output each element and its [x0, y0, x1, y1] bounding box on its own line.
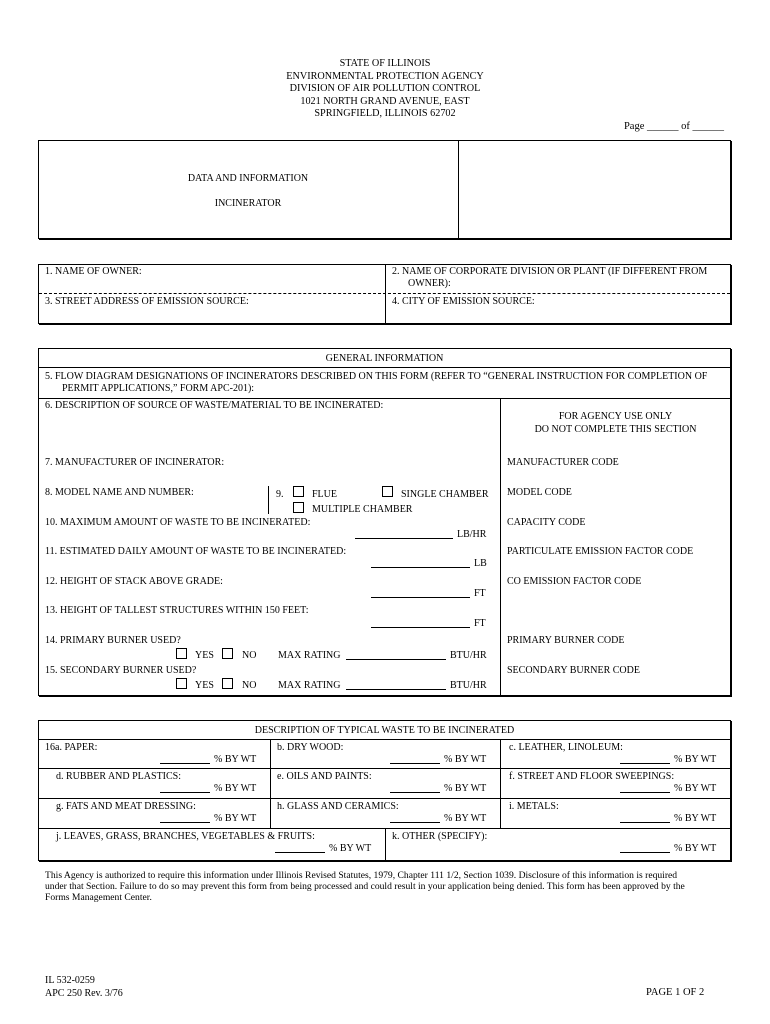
notice-line-2: under that Section. Failure to do so may prevent this form from being processed and could result in your application being denied. This form has been approved by the: [45, 881, 685, 892]
fats-input[interactable]: [160, 813, 210, 823]
model-field[interactable]: 8. MODEL NAME AND NUMBER:: [45, 487, 194, 498]
rubber-label: d. RUBBER AND PLASTICS:: [56, 771, 182, 782]
single-chamber-label: SINGLE CHAMBER: [401, 489, 489, 500]
primary-yes-label: YES: [195, 650, 214, 661]
header-line-1: STATE OF ILLINOIS: [339, 58, 431, 69]
primary-yes-checkbox[interactable]: [176, 648, 187, 659]
waste-title-divider: [39, 739, 730, 740]
structure-height-input[interactable]: [371, 618, 470, 628]
rubber-input[interactable]: [160, 783, 210, 793]
chamber-type-number: 9.: [276, 489, 284, 500]
owner-name-field[interactable]: 1. NAME OF OWNER:: [45, 266, 142, 277]
manufacturer-field[interactable]: 7. MANUFACTURER OF INCINERATOR:: [45, 457, 225, 468]
title-box-divider: [458, 140, 459, 238]
flue-label: FLUE: [312, 489, 337, 500]
particulate-code: PARTICULATE EMISSION FACTOR CODE: [507, 546, 694, 557]
header-line-5: SPRINGFIELD, ILLINOIS 62702: [314, 108, 456, 119]
daily-waste-input[interactable]: [371, 558, 470, 568]
primary-max-rating-input[interactable]: [346, 650, 446, 660]
oils-input[interactable]: [390, 783, 440, 793]
secondary-yes-checkbox[interactable]: [176, 678, 187, 689]
max-waste-unit: LB/HR: [457, 529, 487, 540]
page-of-field[interactable]: Page ______ of ______: [623, 121, 724, 132]
primary-burner-field: 14. PRIMARY BURNER USED?: [45, 635, 181, 646]
single-chamber-checkbox[interactable]: [382, 486, 393, 497]
secondary-yes-label: YES: [195, 680, 214, 691]
primary-no-checkbox[interactable]: [222, 648, 233, 659]
metals-unit: % BY WT: [674, 813, 717, 824]
other-unit: % BY WT: [674, 843, 717, 854]
glass-input[interactable]: [390, 813, 440, 823]
general-title-divider: [39, 367, 730, 368]
stack-height-input[interactable]: [371, 588, 470, 598]
waste-row-divider-1: [39, 768, 730, 769]
do-not-complete: DO NOT COMPLETE THIS SECTION: [534, 424, 697, 435]
oils-label: e. OILS AND PAINTS:: [277, 771, 372, 782]
header-line-4: 1021 NORTH GRAND AVENUE, EAST: [300, 95, 470, 107]
agency-use-only: FOR AGENCY USE ONLY: [558, 411, 673, 422]
max-waste-input[interactable]: [355, 529, 453, 539]
notice-line-3: Forms Management Center.: [45, 892, 152, 903]
leaves-unit: % BY WT: [329, 843, 372, 854]
sweepings-unit: % BY WT: [674, 783, 717, 794]
paper-unit: % BY WT: [214, 754, 257, 765]
secondary-max-rating-input[interactable]: [346, 680, 446, 690]
leaves-input[interactable]: [275, 843, 325, 853]
model-code: MODEL CODE: [507, 487, 572, 498]
leather-input[interactable]: [620, 754, 670, 764]
general-info-title: GENERAL INFORMATION: [325, 353, 444, 364]
metals-input[interactable]: [620, 813, 670, 823]
corporate-division-field[interactable]: 2. NAME OF CORPORATE DIVISION OR PLANT (IF DIFFERENT FROM: [392, 266, 708, 277]
rubber-unit: % BY WT: [214, 783, 257, 794]
manufacturer-code: MANUFACTURER CODE: [507, 457, 619, 468]
primary-burner-code: PRIMARY BURNER CODE: [507, 635, 625, 646]
header-line-3: DIVISION OF AIR POLLUTION CONTROL: [289, 83, 481, 94]
waste-col-divider-1: [270, 739, 271, 828]
header-line-2: ENVIRONMENTAL PROTECTION AGENCY: [286, 70, 484, 82]
model-divider: [268, 486, 269, 514]
dry-wood-label: b. DRY WOOD:: [277, 742, 344, 753]
multiple-chamber-checkbox[interactable]: [293, 502, 304, 513]
leather-unit: % BY WT: [674, 754, 717, 765]
multiple-chamber-label: MULTIPLE CHAMBER: [312, 504, 413, 515]
oils-unit: % BY WT: [444, 783, 487, 794]
agency-header: [0, 58, 770, 121]
form-title-line-1: DATA AND INFORMATION: [187, 173, 309, 184]
co-code: CO EMISSION FACTOR CODE: [507, 576, 642, 587]
other-label: k. OTHER (SPECIFY):: [392, 831, 488, 842]
page-indicator: PAGE 1 OF 2: [646, 987, 705, 998]
max-waste-field[interactable]: 10. MAXIMUM AMOUNT OF WASTE TO BE INCINERATED:: [45, 517, 311, 528]
flow-diagram-field-cont: PERMIT APPLICATIONS,” FORM APC-201):: [62, 383, 255, 394]
form-code: IL 532-0259: [45, 975, 95, 986]
primary-btuhr-unit: BTU/HR: [450, 650, 487, 661]
fats-label: g. FATS AND MEAT DRESSING:: [56, 801, 196, 812]
form-title-line-2: INCINERATOR: [214, 198, 282, 209]
sweepings-label: f. STREET AND FLOOR SWEEPINGS:: [509, 771, 675, 782]
metals-label: i. METALS:: [509, 801, 559, 812]
row5-divider: [39, 398, 730, 399]
street-address-field[interactable]: 3. STREET ADDRESS OF EMISSION SOURCE:: [45, 296, 249, 307]
secondary-btuhr-unit: BTU/HR: [450, 680, 487, 691]
waste-row-divider-2: [39, 798, 730, 799]
waste-col-divider-2: [500, 739, 501, 828]
form-revision: APC 250 Rev. 3/76: [45, 988, 123, 999]
other-input[interactable]: [620, 843, 670, 853]
daily-waste-field[interactable]: 11. ESTIMATED DAILY AMOUNT OF WASTE TO BE INCINERATED:: [45, 546, 347, 557]
sweepings-input[interactable]: [620, 783, 670, 793]
city-field[interactable]: 4. CITY OF EMISSION SOURCE:: [392, 296, 535, 307]
notice-line-1: This Agency is authorized to require this information under Illinois Revised Statutes, 1979, Chapter 111 1/2, Section 1039. Disclosure of this information is required: [45, 870, 678, 881]
glass-unit: % BY WT: [444, 813, 487, 824]
corporate-division-field-cont: OWNER):: [408, 278, 451, 289]
waste-last-row-divider: [385, 828, 386, 860]
primary-max-rating-label: MAX RATING: [278, 650, 341, 661]
capacity-code: CAPACITY CODE: [507, 517, 586, 528]
secondary-burner-field: 15. SECONDARY BURNER USED?: [45, 665, 197, 676]
owner-box-row-divider: [39, 293, 730, 294]
dry-wood-input[interactable]: [390, 754, 440, 764]
waste-source-field[interactable]: 6. DESCRIPTION OF SOURCE OF WASTE/MATERIAL TO BE INCINERATED:: [45, 400, 384, 411]
stack-height-field[interactable]: 12. HEIGHT OF STACK ABOVE GRADE:: [45, 576, 223, 587]
fats-unit: % BY WT: [214, 813, 257, 824]
paper-input[interactable]: [160, 754, 210, 764]
primary-no-label: NO: [242, 650, 257, 661]
daily-waste-unit: LB: [474, 558, 487, 569]
leather-label: c. LEATHER, LINOLEUM:: [509, 742, 623, 753]
structure-height-unit: FT: [474, 618, 486, 629]
title-box: [38, 140, 731, 239]
agency-column-divider: [500, 398, 501, 695]
leaves-label: j. LEAVES, GRASS, BRANCHES, VEGETABLES & FRUITS:: [56, 831, 315, 842]
structure-height-field[interactable]: 13. HEIGHT OF TALLEST STRUCTURES WITHIN 150 FEET:: [45, 605, 309, 616]
flow-diagram-field[interactable]: 5. FLOW DIAGRAM DESIGNATIONS OF INCINERATORS DESCRIBED ON THIS FORM (REFER TO “GENERAL INSTRUCTION FOR COMPLETION OF: [45, 371, 708, 382]
disclosure-notice: [45, 870, 735, 903]
dry-wood-unit: % BY WT: [444, 754, 487, 765]
stack-height-unit: FT: [474, 588, 486, 599]
secondary-no-label: NO: [242, 680, 257, 691]
waste-title: DESCRIPTION OF TYPICAL WASTE TO BE INCINERATED: [254, 725, 515, 736]
flue-checkbox[interactable]: [293, 486, 304, 497]
glass-label: h. GLASS AND CERAMICS:: [277, 801, 399, 812]
paper-label: 16a. PAPER:: [45, 742, 98, 753]
secondary-no-checkbox[interactable]: [222, 678, 233, 689]
secondary-burner-code: SECONDARY BURNER CODE: [507, 665, 640, 676]
secondary-max-rating-label: MAX RATING: [278, 680, 341, 691]
